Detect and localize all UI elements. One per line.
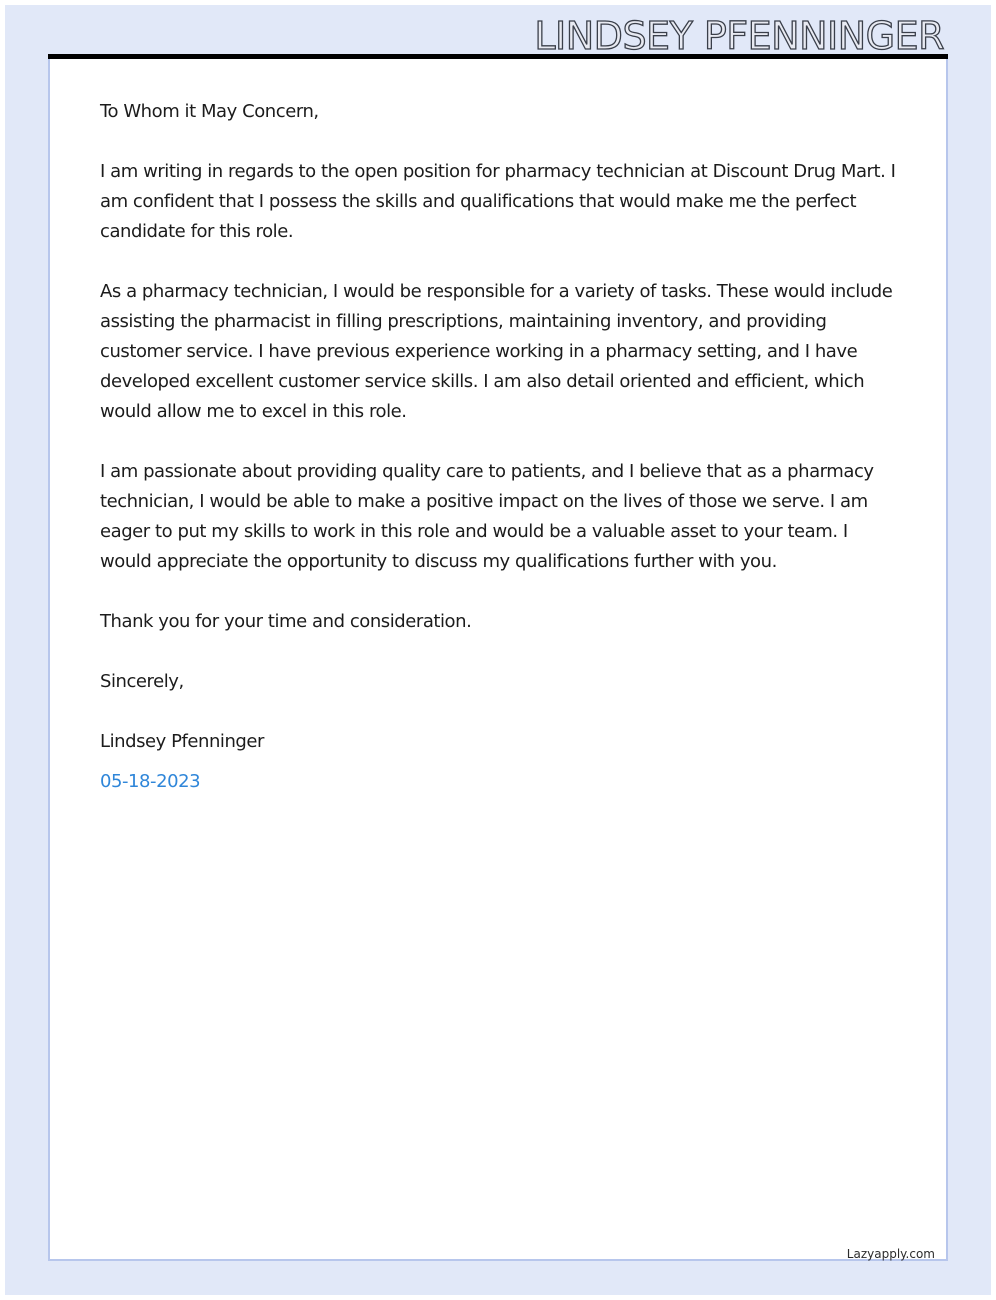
salutation: To Whom it May Concern,: [100, 101, 319, 122]
footer-watermark: Lazyapply.com: [846, 1247, 935, 1261]
applicant-name-header: LINDSEY PFENNINGER: [534, 14, 944, 58]
paragraph-intro: I am writing in regards to the open position for pharmacy technician at Discount Drug Mart. I am confident that I possess the skills and qualifications that would make me the perfect candidate for this role.: [100, 161, 896, 242]
letter-date: 05-18-2023: [100, 771, 201, 792]
closing: Sincerely,: [100, 671, 184, 692]
paragraph-responsibilities: As a pharmacy technician, I would be responsible for a variety of tasks. These would include assisting the pharmacist in filling prescriptions, maintaining inventory, and providing customer service. I have previous experience working in a pharmacy setting, and I have developed excellent customer service skills. I am also detail oriented and efficient, which would allow me to excel in this role.: [100, 281, 893, 422]
paragraph-thanks: Thank you for your time and consideration.: [100, 611, 472, 632]
signature-name: Lindsey Pfenninger: [100, 731, 264, 752]
paragraph-motivation: I am passionate about providing quality care to patients, and I believe that as a pharmacy technician, I would be able to make a positive impact on the lives of those we serve. I am eager to put my skills to work in this role and would be a valuable asset to your team. I would appreciate the opportunity to discuss my qualifications further with you.: [100, 461, 874, 572]
cover-letter-body: [100, 97, 900, 797]
